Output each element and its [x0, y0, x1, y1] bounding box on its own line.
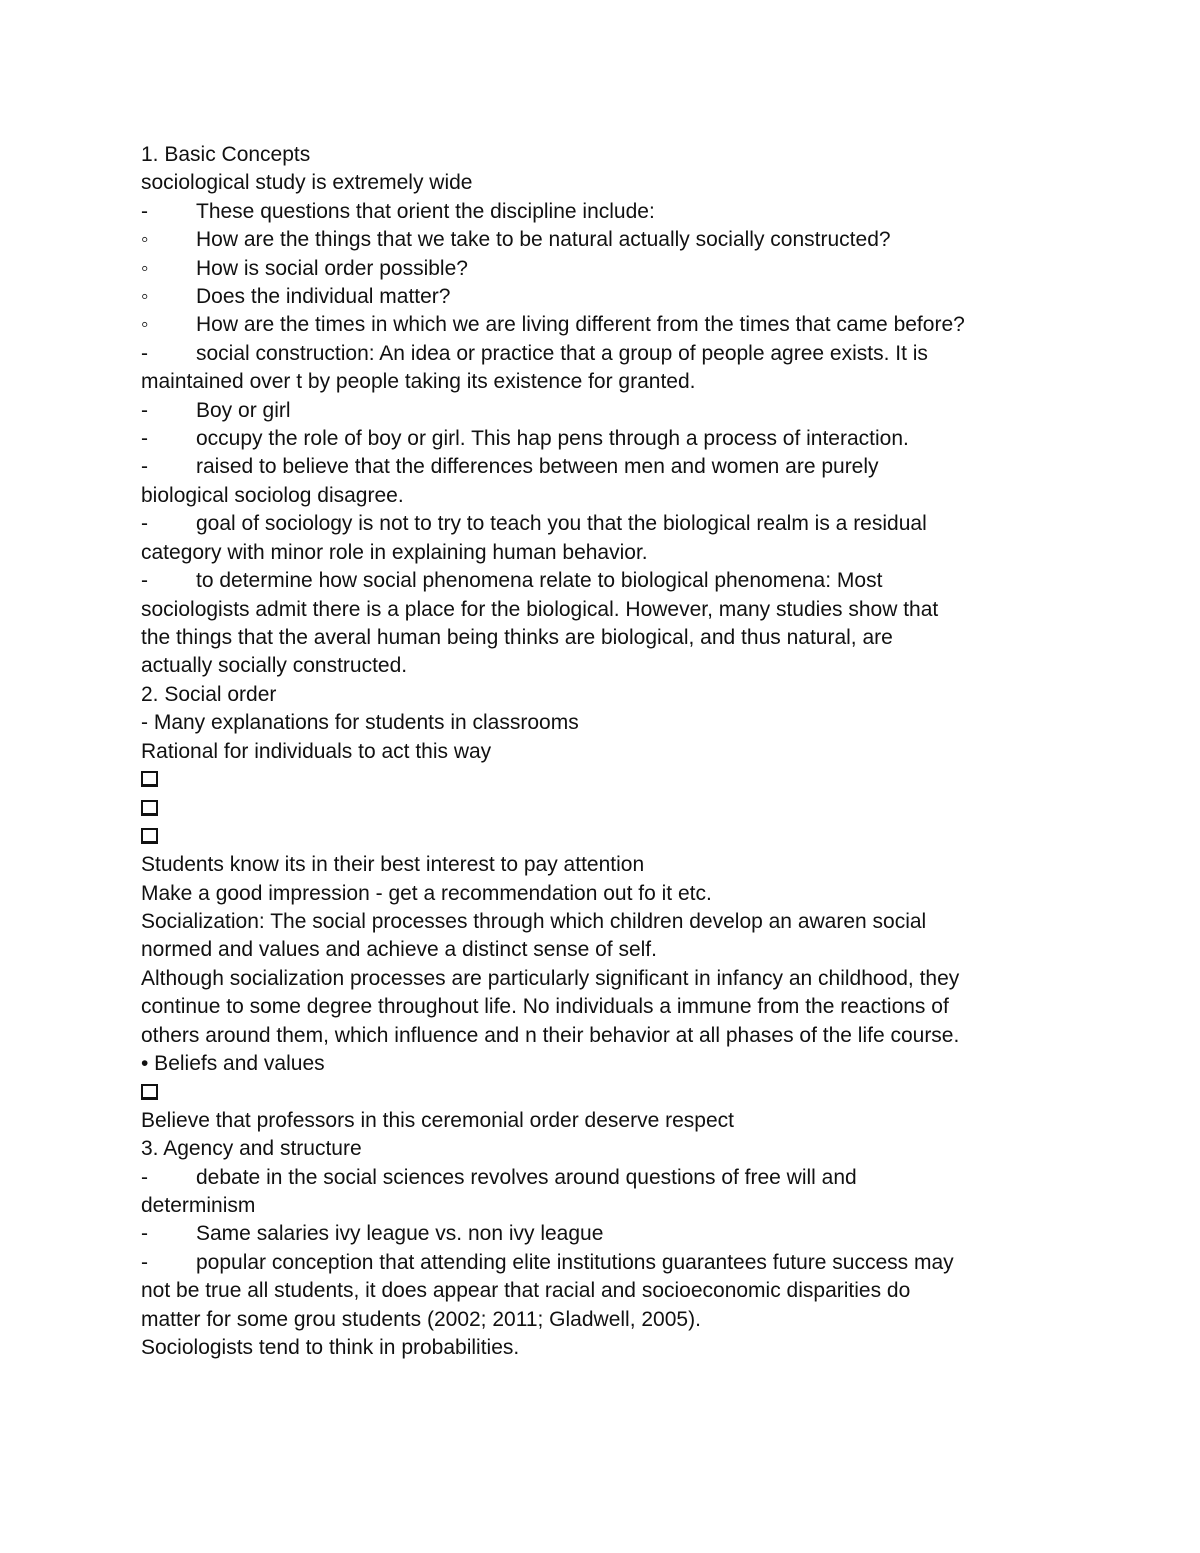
- list-item-text: These questions that orient the discipline include:: [196, 199, 655, 223]
- circle-bullet: ◦: [141, 285, 149, 309]
- text-line: Believe that professors in this ceremonial order deserve respect: [141, 1108, 734, 1132]
- text-line: continue to some degree throughout life. No individuals a immune from the reactions of: [141, 995, 949, 1019]
- document-page: [141, 141, 1076, 1362]
- list-item: [141, 425, 1076, 453]
- checkbox-icon: [141, 800, 158, 816]
- text-line: the things that the averal human being thinks are biological, and thus natural, are: [141, 625, 893, 649]
- text-line: Socialization: The social processes through which children develop an awaren social: [141, 909, 927, 933]
- list-item-text: occupy the role of boy or girl. This hap pens through a process of interaction.: [196, 427, 909, 451]
- dash-bullet: -: [141, 1165, 148, 1189]
- list-item: [141, 226, 1076, 254]
- list-item: [141, 340, 1076, 368]
- list-item-text: debate in the social sciences revolves around questions of free will and: [196, 1165, 857, 1189]
- dash-bullet: -: [141, 1250, 148, 1274]
- checkbox-line: [141, 766, 1076, 794]
- heading-basic-concepts: 1. Basic Concepts: [141, 143, 311, 166]
- text-line: • Beliefs and values: [141, 1051, 325, 1075]
- list-item-text: goal of sociology is not to try to teach you that the biological realm is a residual: [196, 512, 927, 536]
- dash-bullet: -: [141, 341, 148, 365]
- dash-bullet: -: [141, 427, 148, 451]
- list-item-text: How are the times in which we are living different from the times that came before?: [196, 313, 965, 337]
- text-line: Students know its in their best interest to pay attention: [141, 853, 645, 877]
- list-item-text: social construction: An idea or practice that a group of people agree exists. It is: [196, 341, 928, 365]
- list-item: [141, 311, 1076, 339]
- heading-agency-structure: 3. Agency and structure: [141, 1137, 362, 1161]
- list-item: [141, 283, 1076, 311]
- text-line: normed and values and achieve a distinct sense of self.: [141, 938, 657, 962]
- list-item: [141, 1220, 1076, 1248]
- list-item: [141, 397, 1076, 425]
- text-line: Although socialization processes are particularly significant in infancy an childhood, they: [141, 966, 960, 990]
- list-item: [141, 255, 1076, 283]
- text-line: sociological study is extremely wide: [141, 171, 473, 195]
- text-line: maintained over t by people taking its existence for granted.: [141, 370, 696, 394]
- text-line: category with minor role in explaining human behavior.: [141, 540, 648, 564]
- checkbox-line: [141, 1078, 1076, 1106]
- list-item: [141, 198, 1076, 226]
- list-item-text: raised to believe that the differences between men and women are purely: [196, 455, 879, 479]
- checkbox-icon: [141, 771, 158, 787]
- text-line: determinism: [141, 1193, 256, 1217]
- list-item-text: How is social order possible?: [196, 256, 468, 280]
- list-item-text: Does the individual matter?: [196, 285, 451, 309]
- text-line: sociologists admit there is a place for the biological. However, many studies show that: [141, 597, 939, 621]
- dash-bullet: -: [141, 512, 148, 536]
- text-line: not be true all students, it does appear that racial and socioeconomic disparities do: [141, 1279, 911, 1303]
- text-line: Make a good impression - get a recommendation out fo it etc.: [141, 881, 712, 905]
- checkbox-line: [141, 794, 1076, 822]
- circle-bullet: ◦: [141, 228, 149, 252]
- checkbox-icon: [141, 828, 158, 844]
- dash-bullet: -: [141, 1222, 148, 1246]
- list-item: [141, 1249, 1076, 1277]
- checkbox-line: [141, 823, 1076, 851]
- dash-bullet: -: [141, 569, 148, 593]
- text-line: Rational for individuals to act this way: [141, 739, 492, 763]
- list-item: [141, 453, 1076, 481]
- text-line: actually socially constructed.: [141, 654, 408, 678]
- dash-bullet: -: [141, 199, 148, 223]
- text-line: Sociologists tend to think in probabilities.: [141, 1336, 520, 1359]
- list-item-text: Same salaries ivy league vs. non ivy league: [196, 1222, 604, 1246]
- heading-social-order: 2. Social order: [141, 682, 277, 706]
- text-line: biological sociolog disagree.: [141, 483, 404, 507]
- circle-bullet: ◦: [141, 256, 149, 280]
- text-line: matter for some grou students (2002; 2011; Gladwell, 2005).: [141, 1307, 701, 1331]
- list-item-text: Boy or girl: [196, 398, 291, 422]
- list-item-text: to determine how social phenomena relate to biological phenomena: Most: [196, 569, 883, 593]
- list-item: [141, 510, 1076, 538]
- text-line: others around them, which influence and n their behavior at all phases of the life course.: [141, 1023, 960, 1047]
- text-line: - Many explanations for students in classrooms: [141, 711, 579, 735]
- dash-bullet: -: [141, 398, 148, 422]
- checkbox-icon: [141, 1084, 158, 1100]
- list-item: [141, 1164, 1076, 1192]
- dash-bullet: -: [141, 455, 148, 479]
- list-item-text: How are the things that we take to be natural actually socially constructed?: [196, 228, 891, 252]
- list-item: [141, 567, 1076, 595]
- circle-bullet: ◦: [141, 313, 149, 337]
- list-item-text: popular conception that attending elite institutions guarantees future success may: [196, 1250, 954, 1274]
